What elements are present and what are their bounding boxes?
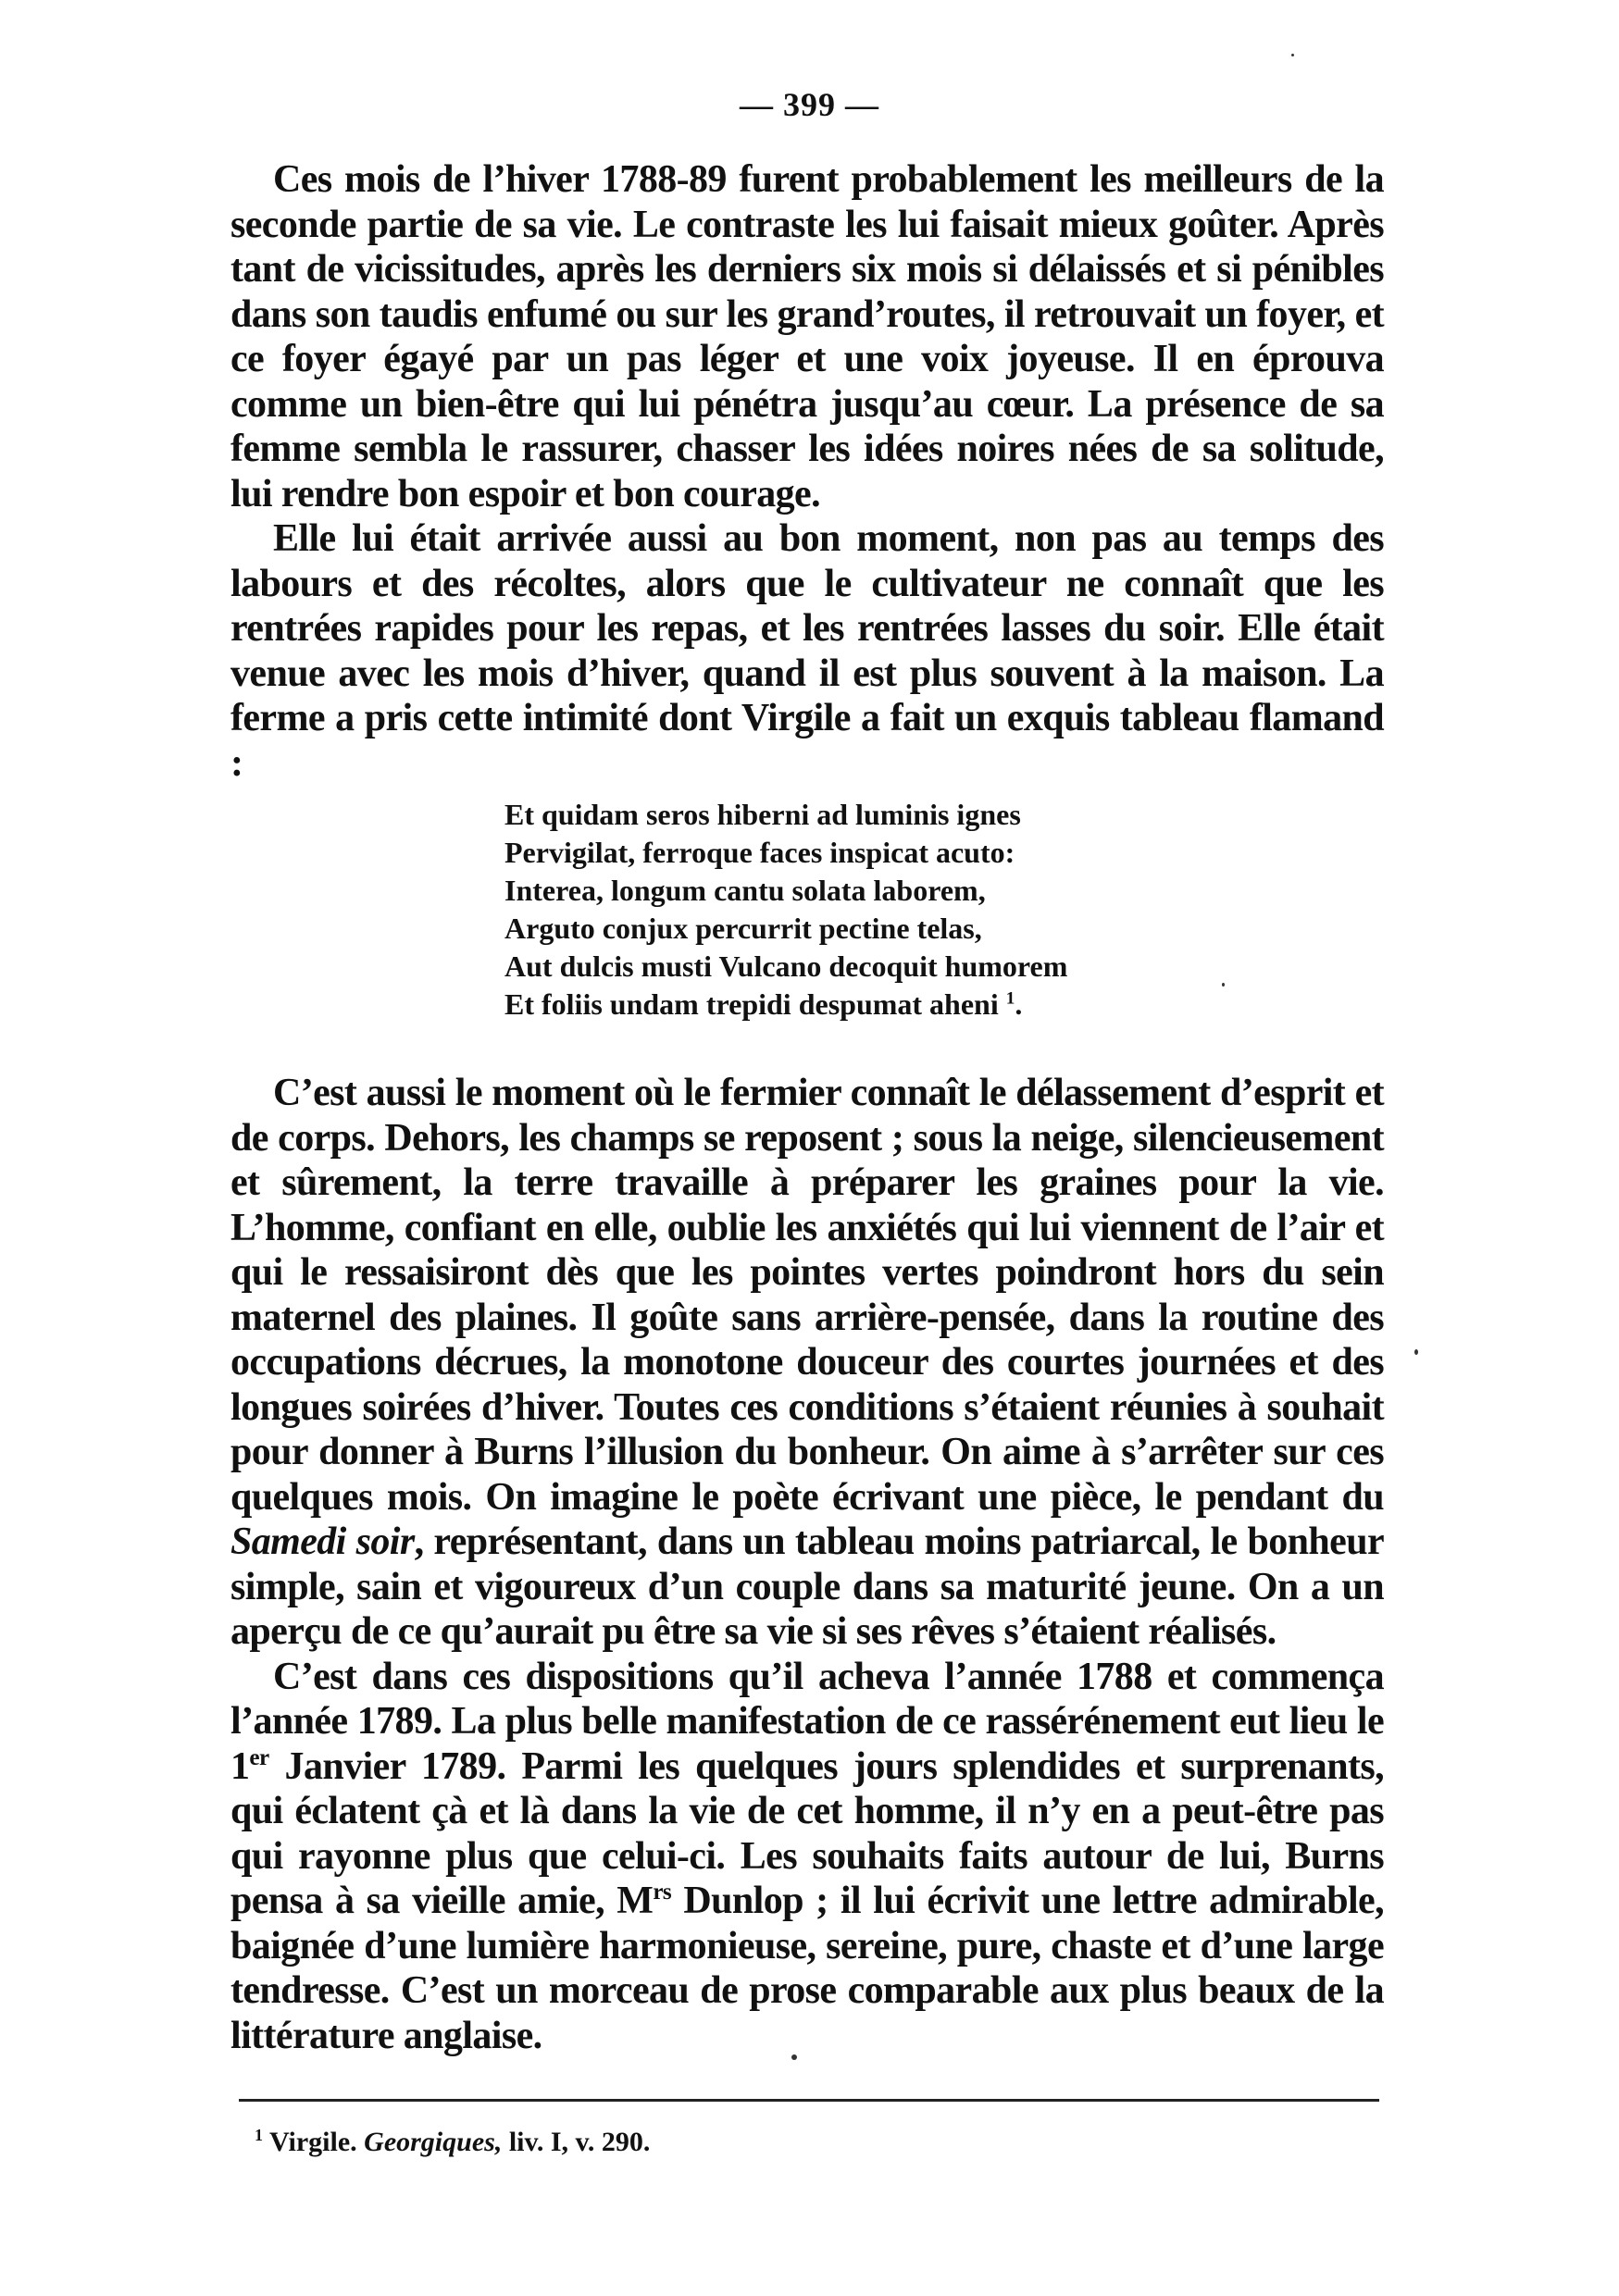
verse-line-text: Et foliis undam trepidi despumat aheni	[504, 987, 999, 1021]
text-block-top	[230, 157, 1384, 786]
paragraph-4	[230, 1655, 1384, 2059]
verse-line: Et quidam seros hiberni ad luminis ignes	[504, 798, 1021, 831]
paper-speck	[1291, 54, 1294, 56]
verse-closing-punctuation: .	[1015, 987, 1023, 1021]
footnote-reference[interactable]: 1	[1005, 988, 1015, 1009]
verse-line: Aut dulcis musti Vulcano decoquit humorem	[504, 949, 1068, 983]
superscript-rs: rs	[653, 1880, 672, 1905]
footnote-author: Virgile.	[268, 2127, 357, 2157]
paper-speck	[1222, 983, 1225, 987]
italic-title: Samedi soir	[230, 1520, 415, 1563]
paragraph-2: Elle lui était arrivée aussi au bon moment, non pas au temps des labours et des récoltes, alors que le cultivateur ne connaît que les rentrées rapides pour les repas, et les rentrées lasses du soir. Elle était venue avec les mois d’hiver, quand il est plus souvent à la maison. La ferme a pris cette intimité dont Virgile a fait un exquis tableau flamand :	[230, 517, 1384, 785]
paragraph-1: Ces mois de l’hiver 1788-89 furent probablement les meilleurs de la seconde partie de sa vie. Le contraste les lui faisait mieux goûter. Après tant de vicissitudes, après les derniers six mois si délaissés et si pénibles dans son taudis enfumé ou sur les grand’routes, il retrouvait un foyer, et ce foyer égayé par un pas léger et une voix joyeuse. Il en éprouva comme un bien-être qui lui pénétra jusqu’au cœur. La présence de sa femme sembla le rassurer, chasser les idées noires nées de sa solitude, lui rendre bon espoir et bon courage.	[230, 158, 1384, 515]
paragraph-3-text-end: , représentant, dans un tableau moins patriarcal, le bonheur simple, sain et vigoureux d’un couple dans sa maturité jeune. On a un aperçu de ce qu’aurait pu être sa vie si ses rêves s’étaient réalisés.	[230, 1520, 1384, 1653]
footnote-divider	[239, 2099, 1379, 2102]
verse-line: Interea, longum cantu solata laborem,	[504, 874, 986, 907]
latin-verse-quote	[504, 796, 1067, 1024]
paper-speck	[1414, 1349, 1418, 1355]
paragraph-4-text: C’est dans ces dispositions qu’il acheva l’année 1788 et commença l’année 1789. La plus belle manifestation de ce rassérénement eut lieu le 1	[230, 1655, 1384, 1788]
footnote-marker: 1	[255, 2126, 263, 2144]
paragraph-4-text-mid: Janvier 1789. Parmi les quelques jours splendides et surprenants, qui éclatent çà et là dans la vie de cet homme, il n’y en a peut-être pas qui rayonne plus que celui-ci. Les souhaits faits autour de lui, Burns pensa à sa vieille amie, M	[230, 1744, 1384, 1922]
verse-line: Pervigilat, ferroque faces inspicat acuto:	[504, 836, 1015, 869]
paragraph-3-text: C’est aussi le moment où le fermier connaît le délassement d’esprit et de corps. Dehors, les champs se reposent ; sous la neige, silencieusement et sûrement, la terre travaille à préparer les graines pour la vie. L’homme, confiant en elle, oublie les anxiétés qui lui viennent de l’air et qui le ressaisiront dès que les pointes vertes poindront hors du sein maternel des plaines. Il goûte sans arrière-pensée, dans la routine des occupations décrues, la monotone douceur des courtes journées et des longues soirées d’hiver. Toutes ces conditions s’étaient réunies à souhait pour donner à Burns l’illusion du bonheur. On aime à s’arrêter sur ces quelques mois. On imagine le poète écrivant une pièce, le pendant du	[230, 1072, 1384, 1519]
footnote-work: Georgiques,	[364, 2127, 503, 2157]
paper-speck	[791, 2054, 797, 2060]
footnote	[255, 2127, 650, 2158]
paragraph-4-text-end: Dunlop ; il lui écrivit une lettre admirable, baignée d’une lumière harmonieuse, sereine, pure, chaste et d’une large tendresse. C’est un morceau de prose comparable aux plus beaux de la littérature anglaise.	[230, 1880, 1384, 2057]
verse-line-last	[504, 986, 1067, 1024]
footnote-reference-text: liv. I, v. 290.	[508, 2127, 651, 2157]
paragraph-3	[230, 1071, 1384, 1655]
text-block-bottom	[230, 1071, 1384, 2058]
verse-line: Arguto conjux percurrit pectine telas,	[504, 912, 982, 945]
superscript-er: er	[249, 1744, 269, 1770]
page-number: — 399 —	[740, 86, 879, 123]
